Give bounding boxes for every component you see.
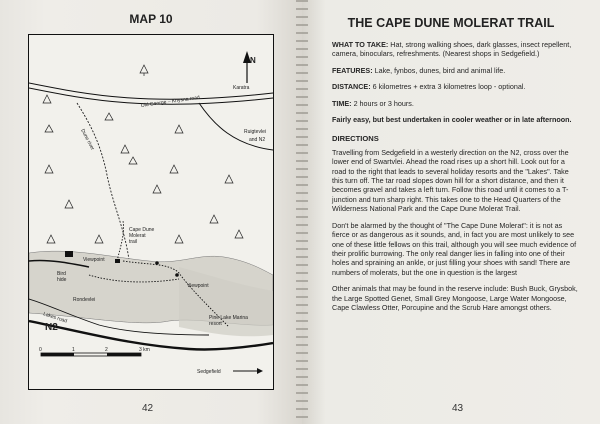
spiral-binding	[296, 0, 308, 424]
label-viewpoint-right: Viewpoint	[187, 283, 209, 289]
scale-0: 0	[39, 347, 42, 353]
north-label: N	[250, 56, 256, 65]
viewpoint-icon	[175, 273, 179, 277]
scale-bar	[39, 347, 150, 356]
label-bird: Bird	[57, 271, 66, 277]
label-resort: resort	[209, 321, 222, 327]
label-cape-dune: Cape Dune	[129, 227, 155, 233]
scale-2: 2	[105, 347, 108, 353]
right-page	[302, 0, 600, 424]
scale-3: 3 km	[139, 347, 150, 353]
animals-paragraph: Other animals that may be found in the reserve include: Bush Buck, Grysbok, the Large Spotted Genet, Small Grey Mongoose, Large Water Mongoose, Cape Clawless Otter, Porcupine and the Scrub Hare amongst others.	[332, 284, 578, 312]
trail-text	[332, 40, 580, 319]
label-and-n2: and N2	[249, 137, 266, 143]
label-karatra: Karatra	[233, 85, 250, 91]
map-title: MAP 10	[129, 12, 173, 26]
arrow-right-icon	[257, 368, 263, 374]
label-molerat: Molerat	[129, 233, 146, 239]
label-dune-river: Dune river	[79, 128, 96, 152]
page-number-left: 42	[142, 403, 154, 414]
directions-paragraph: Travelling from Sedgefield in a westerly direction on the N2, cross over the lower end of Swartvlei. Ahead the road rises up a short hill. Look out for a road to the right that leads to several holiday resorts and the "Lakes". Take this turn off. The tar road slopes down hill for a short distance, and then it becomes gravel and takes a left turn. Follow this road until it comes to a T-junction and turn sharp right. This takes one to the Head Quarters of the Wilderness National Park and the Cape Dune Molerat Trail.	[332, 147, 569, 214]
label-trail: trail	[129, 239, 138, 245]
label-viewpoint-left: Viewpoint	[83, 257, 105, 263]
building-icon	[65, 251, 73, 257]
scale-1: 1	[72, 347, 75, 353]
map-drawing	[29, 35, 273, 389]
label-pine-lake: Pine Lake Marina	[209, 315, 248, 321]
label-lakes-road: Lakes road	[42, 311, 68, 325]
what-to-take: WHAT TO TAKE: Hat, strong walking shoes, dark glasses, insect repellent, camera, binoculars, refreshments. (Nearest shops in Sedgefield.)	[332, 40, 572, 59]
trail-map	[28, 34, 274, 390]
molerat-paragraph: Don't be alarmed by the thought of "The Cape Dune Molerat": it is not as fierce or as dangerous as it sounds, and, in fact you are most unlikely to see one of these little fellows on this trail, although you will see much evidence of their prolific burrowing. The only real danger lies in falling into one of their holes and spraining an ankle, or just filling your shoes with sand! There are numbers of molerats, but the one in question is the largest	[332, 220, 577, 277]
label-sedgefield: Sedgefield	[197, 369, 221, 375]
time: TIME: 2 hours or 3 hours.	[332, 98, 414, 108]
hq-icon	[115, 259, 120, 263]
label-old-george-road: Old George – Knysna road	[140, 94, 201, 109]
trail-title: THE CAPE DUNE MOLERAT TRAIL	[347, 16, 555, 30]
north-arrow-icon	[243, 51, 256, 83]
directions-heading: DIRECTIONS	[332, 134, 379, 144]
features: FEATURES: Lake, fynbos, dunes, bird and animal life.	[332, 65, 506, 75]
difficulty: Fairly easy, but best undertaken in cooler weather or in late afternoon.	[332, 115, 572, 125]
label-ruigtevlei: Ruigtevlei	[244, 129, 266, 135]
label-hide: hide	[57, 277, 67, 283]
label-n2: N2	[45, 322, 58, 333]
distance: DISTANCE: 6 kilometres + extra 3 kilometres loop - optional.	[332, 82, 526, 92]
label-rondevlei: Rondevlei	[73, 297, 96, 303]
page-number-right: 43	[452, 403, 464, 414]
